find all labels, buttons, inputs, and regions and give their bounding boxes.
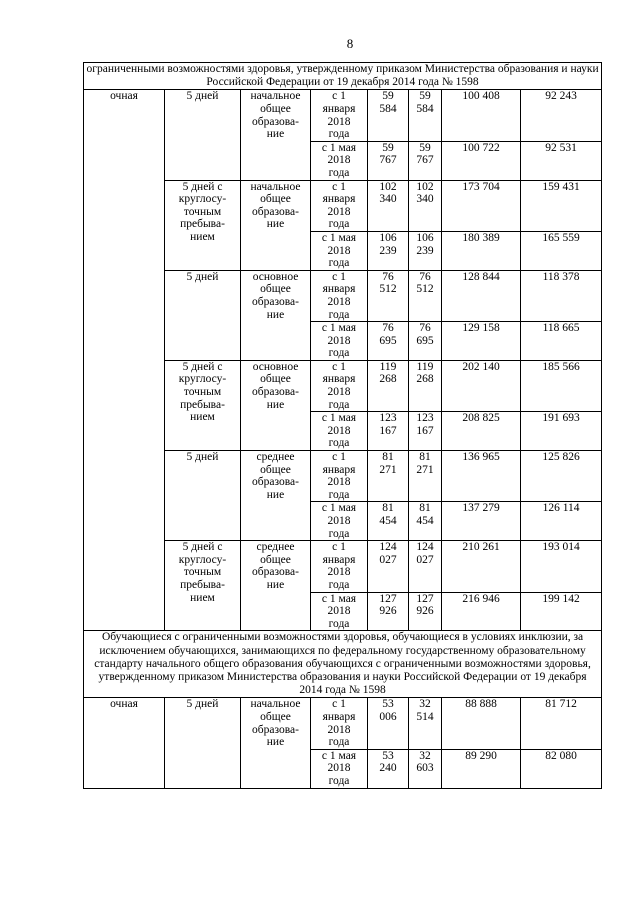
value-cell-4: 191 693 (521, 412, 602, 451)
period-cell: с 1 мая 2018 года (311, 592, 368, 631)
period-cell: с 1 января 2018 года (311, 451, 368, 502)
value-cell-1: 53 240 (368, 749, 409, 788)
period-cell: с 1 января 2018 года (311, 360, 368, 411)
value-cell-4: 159 431 (521, 180, 602, 231)
value-cell-3: 129 158 (442, 322, 521, 361)
value-cell-2: 81 454 (409, 502, 442, 541)
value-cell-1: 59 584 (368, 90, 409, 141)
value-cell-1: 53 006 (368, 698, 409, 749)
value-cell-4: 193 014 (521, 541, 602, 592)
value-cell-4: 82 080 (521, 749, 602, 788)
value-cell-4: 118 378 (521, 270, 602, 321)
regime-cell: 5 дней (165, 270, 241, 360)
value-cell-4: 199 142 (521, 592, 602, 631)
period-cell: с 1 января 2018 года (311, 90, 368, 141)
value-cell-3: 137 279 (442, 502, 521, 541)
value-cell-3: 136 965 (442, 451, 521, 502)
value-cell-4: 92 243 (521, 90, 602, 141)
value-cell-1: 76 695 (368, 322, 409, 361)
value-cell-3: 100 408 (442, 90, 521, 141)
value-cell-4: 126 114 (521, 502, 602, 541)
value-cell-4: 125 826 (521, 451, 602, 502)
period-cell: с 1 мая 2018 года (311, 141, 368, 180)
regime-cell: 5 дней с круглосу- точным пребыва- нием (165, 360, 241, 450)
page-number: 8 (346, 36, 354, 51)
regime-cell: 5 дней (165, 90, 241, 180)
section-header-row (84, 63, 602, 90)
education-level-cell: начальное общее образова- ние (241, 698, 311, 788)
value-cell-1: 59 767 (368, 141, 409, 180)
period-cell: с 1 мая 2018 года (311, 231, 368, 270)
value-cell-2: 106 239 (409, 231, 442, 270)
value-cell-2: 124 027 (409, 541, 442, 592)
value-cell-1: 106 239 (368, 231, 409, 270)
education-level-cell: основное общее образова- ние (241, 270, 311, 360)
education-level-cell: среднее общее образова- ние (241, 451, 311, 541)
value-cell-2: 123 167 (409, 412, 442, 451)
value-cell-1: 76 512 (368, 270, 409, 321)
period-cell: с 1 мая 2018 года (311, 412, 368, 451)
section-header: Обучающиеся с ограниченными возможностями здоровья, обучающиеся в условиях инклюзии, за исключением обучающихся, занимающихся по федеральному государственному образовательному стандарту начального общего образования обучающихся с ограниченными возможностями здоровья, утвержденному приказом Министерства образования и науки Российской Федерации от 19 декабря 2014 года № 1598 (84, 631, 602, 698)
education-level-cell: начальное общее образова- ние (241, 180, 311, 270)
value-cell-1: 127 926 (368, 592, 409, 631)
value-cell-1: 119 268 (368, 360, 409, 411)
education-level-cell: среднее общее образова- ние (241, 541, 311, 631)
table-row (84, 698, 602, 749)
value-cell-4: 118 665 (521, 322, 602, 361)
education-form-cell: очная (84, 90, 165, 631)
value-cell-1: 123 167 (368, 412, 409, 451)
value-cell-3: 100 722 (442, 141, 521, 180)
value-cell-3: 88 888 (442, 698, 521, 749)
period-cell: с 1 мая 2018 года (311, 502, 368, 541)
value-cell-3: 180 389 (442, 231, 521, 270)
value-cell-2: 127 926 (409, 592, 442, 631)
value-cell-3: 173 704 (442, 180, 521, 231)
value-cell-2: 32 514 (409, 698, 442, 749)
education-form-cell: очная (84, 698, 165, 788)
table-body (84, 63, 602, 789)
value-cell-3: 89 290 (442, 749, 521, 788)
section-header: ограниченными возможностями здоровья, утвержденному приказом Министерства образования и науки Российской Федерации от 19 декабря 2014 года № 1598 (84, 63, 602, 90)
period-cell: с 1 января 2018 года (311, 698, 368, 749)
period-cell: с 1 января 2018 года (311, 180, 368, 231)
value-cell-1: 102 340 (368, 180, 409, 231)
value-cell-3: 202 140 (442, 360, 521, 411)
value-cell-2: 59 584 (409, 90, 442, 141)
value-cell-3: 208 825 (442, 412, 521, 451)
tariff-table (83, 62, 602, 789)
education-level-cell: начальное общее образова- ние (241, 90, 311, 180)
period-cell: с 1 января 2018 года (311, 541, 368, 592)
value-cell-2: 119 268 (409, 360, 442, 411)
value-cell-2: 76 695 (409, 322, 442, 361)
regime-cell: 5 дней (165, 451, 241, 541)
table-row (84, 90, 602, 141)
regime-cell: 5 дней с круглосу- точным пребыва- нием (165, 180, 241, 270)
value-cell-4: 185 566 (521, 360, 602, 411)
regime-cell: 5 дней с круглосу- точным пребыва- нием (165, 541, 241, 631)
period-cell: с 1 мая 2018 года (311, 322, 368, 361)
value-cell-1: 124 027 (368, 541, 409, 592)
value-cell-2: 59 767 (409, 141, 442, 180)
value-cell-2: 81 271 (409, 451, 442, 502)
section-header-row (84, 631, 602, 698)
period-cell: с 1 мая 2018 года (311, 749, 368, 788)
period-cell: с 1 января 2018 года (311, 270, 368, 321)
value-cell-2: 76 512 (409, 270, 442, 321)
value-cell-2: 102 340 (409, 180, 442, 231)
value-cell-4: 92 531 (521, 141, 602, 180)
value-cell-2: 32 603 (409, 749, 442, 788)
value-cell-4: 81 712 (521, 698, 602, 749)
regime-cell: 5 дней (165, 698, 241, 788)
value-cell-3: 216 946 (442, 592, 521, 631)
value-cell-1: 81 271 (368, 451, 409, 502)
value-cell-3: 210 261 (442, 541, 521, 592)
value-cell-4: 165 559 (521, 231, 602, 270)
value-cell-1: 81 454 (368, 502, 409, 541)
value-cell-3: 128 844 (442, 270, 521, 321)
education-level-cell: основное общее образова- ние (241, 360, 311, 450)
